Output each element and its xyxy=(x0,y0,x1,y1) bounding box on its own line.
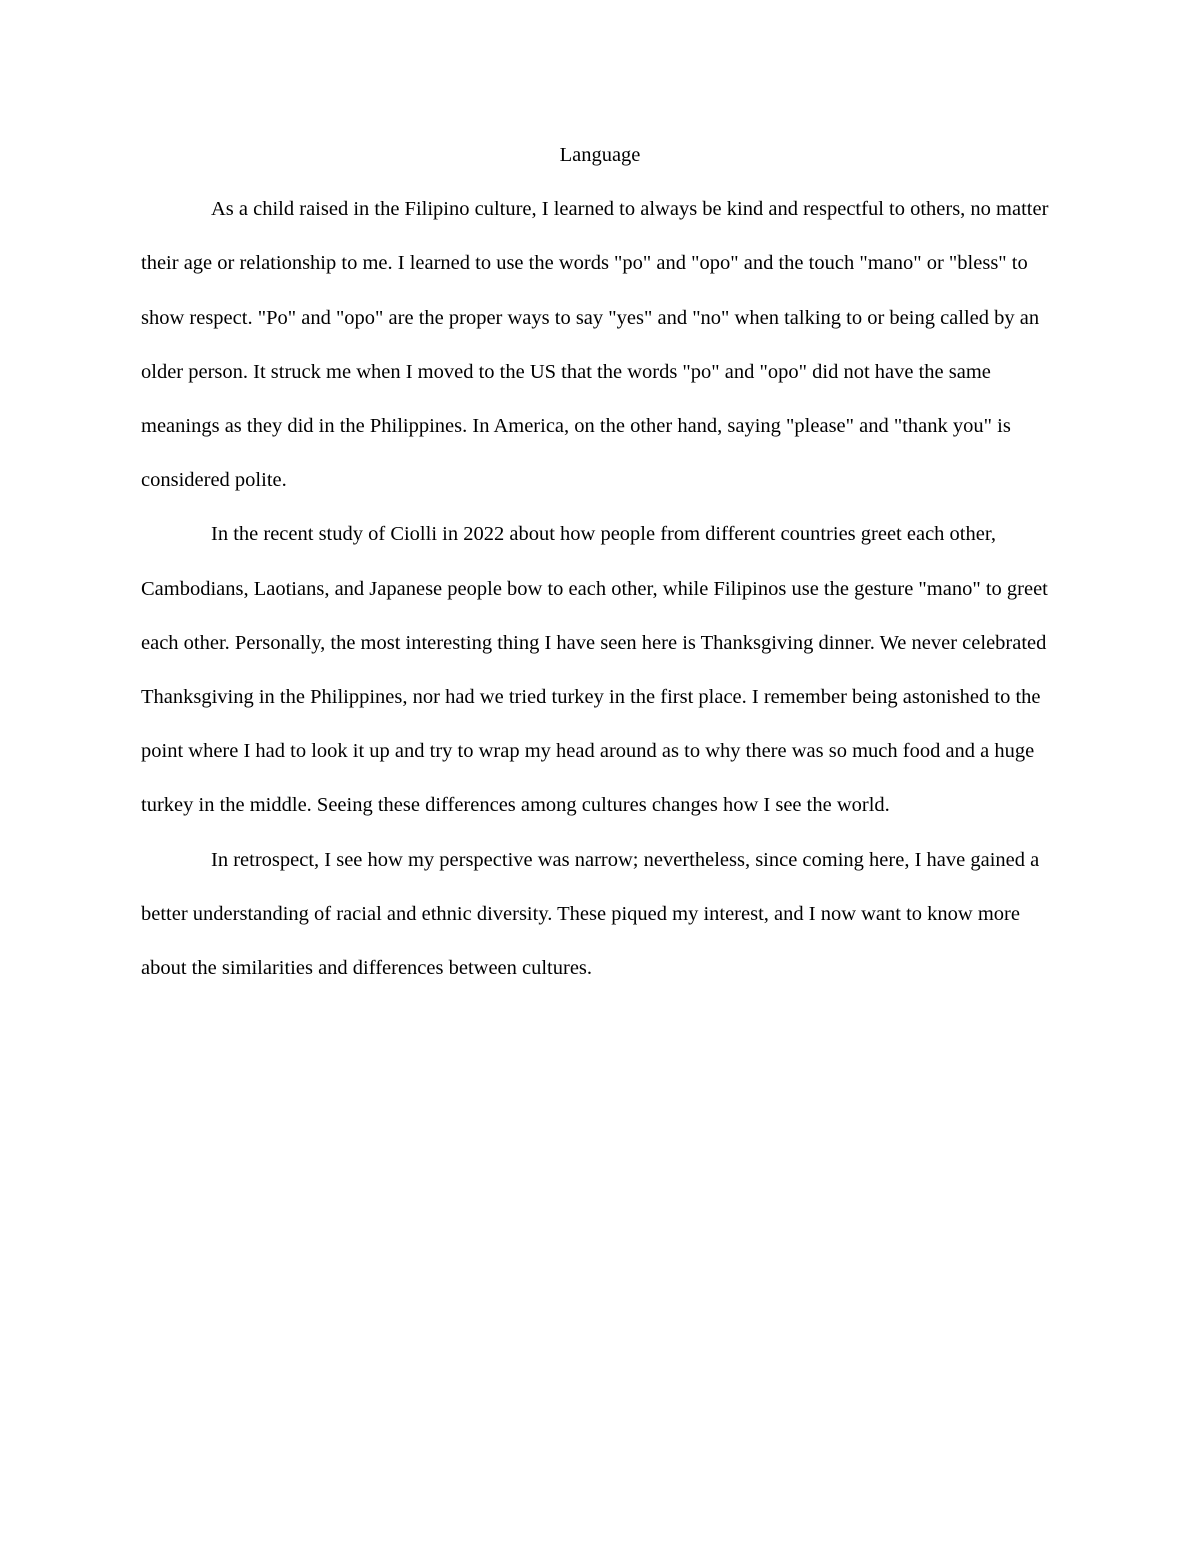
paragraph-2: In the recent study of Ciolli in 2022 about how people from different countries greet each other, Cambodians, Laotians, and Japanese people bow to each other, while Filipinos use the gesture "mano" to greet each other. Personally, the most interesting thing I have seen here is Thanksgiving dinner. We never celebrated Thanksgiving in the Philippines, nor had we tried turkey in the first place. I remember being astonished to the point where I had to look it up and try to wrap my head around as to why there was so much food and a huge turkey in the middle. Seeing these differences among cultures changes how I see the world. xyxy=(141,523,1048,817)
page-title: Language xyxy=(559,144,641,166)
paragraph-1: As a child raised in the Filipino culture, I learned to always be kind and respectful to others, no matter their age or relationship to me. I learned to use the words "po" and "opo" and the touch "mano" or "bless" to show respect. "Po" and "opo" are the proper ways to say "yes" and "no" when talking to or being called by an older person. It struck me when I moved to the US that the words "po" and "opo" did not have the same meanings as they did in the Philippines. In America, on the other hand, saying "please" and "thank you" is considered polite. xyxy=(141,198,1049,492)
document-body xyxy=(141,128,1059,995)
paragraph-3: In retrospect, I see how my perspective was narrow; nevertheless, since coming here, I have gained a better understanding of racial and ethnic diversity. These piqued my interest, and I now want to know more about the similarities and differences between cultures. xyxy=(141,848,1040,980)
